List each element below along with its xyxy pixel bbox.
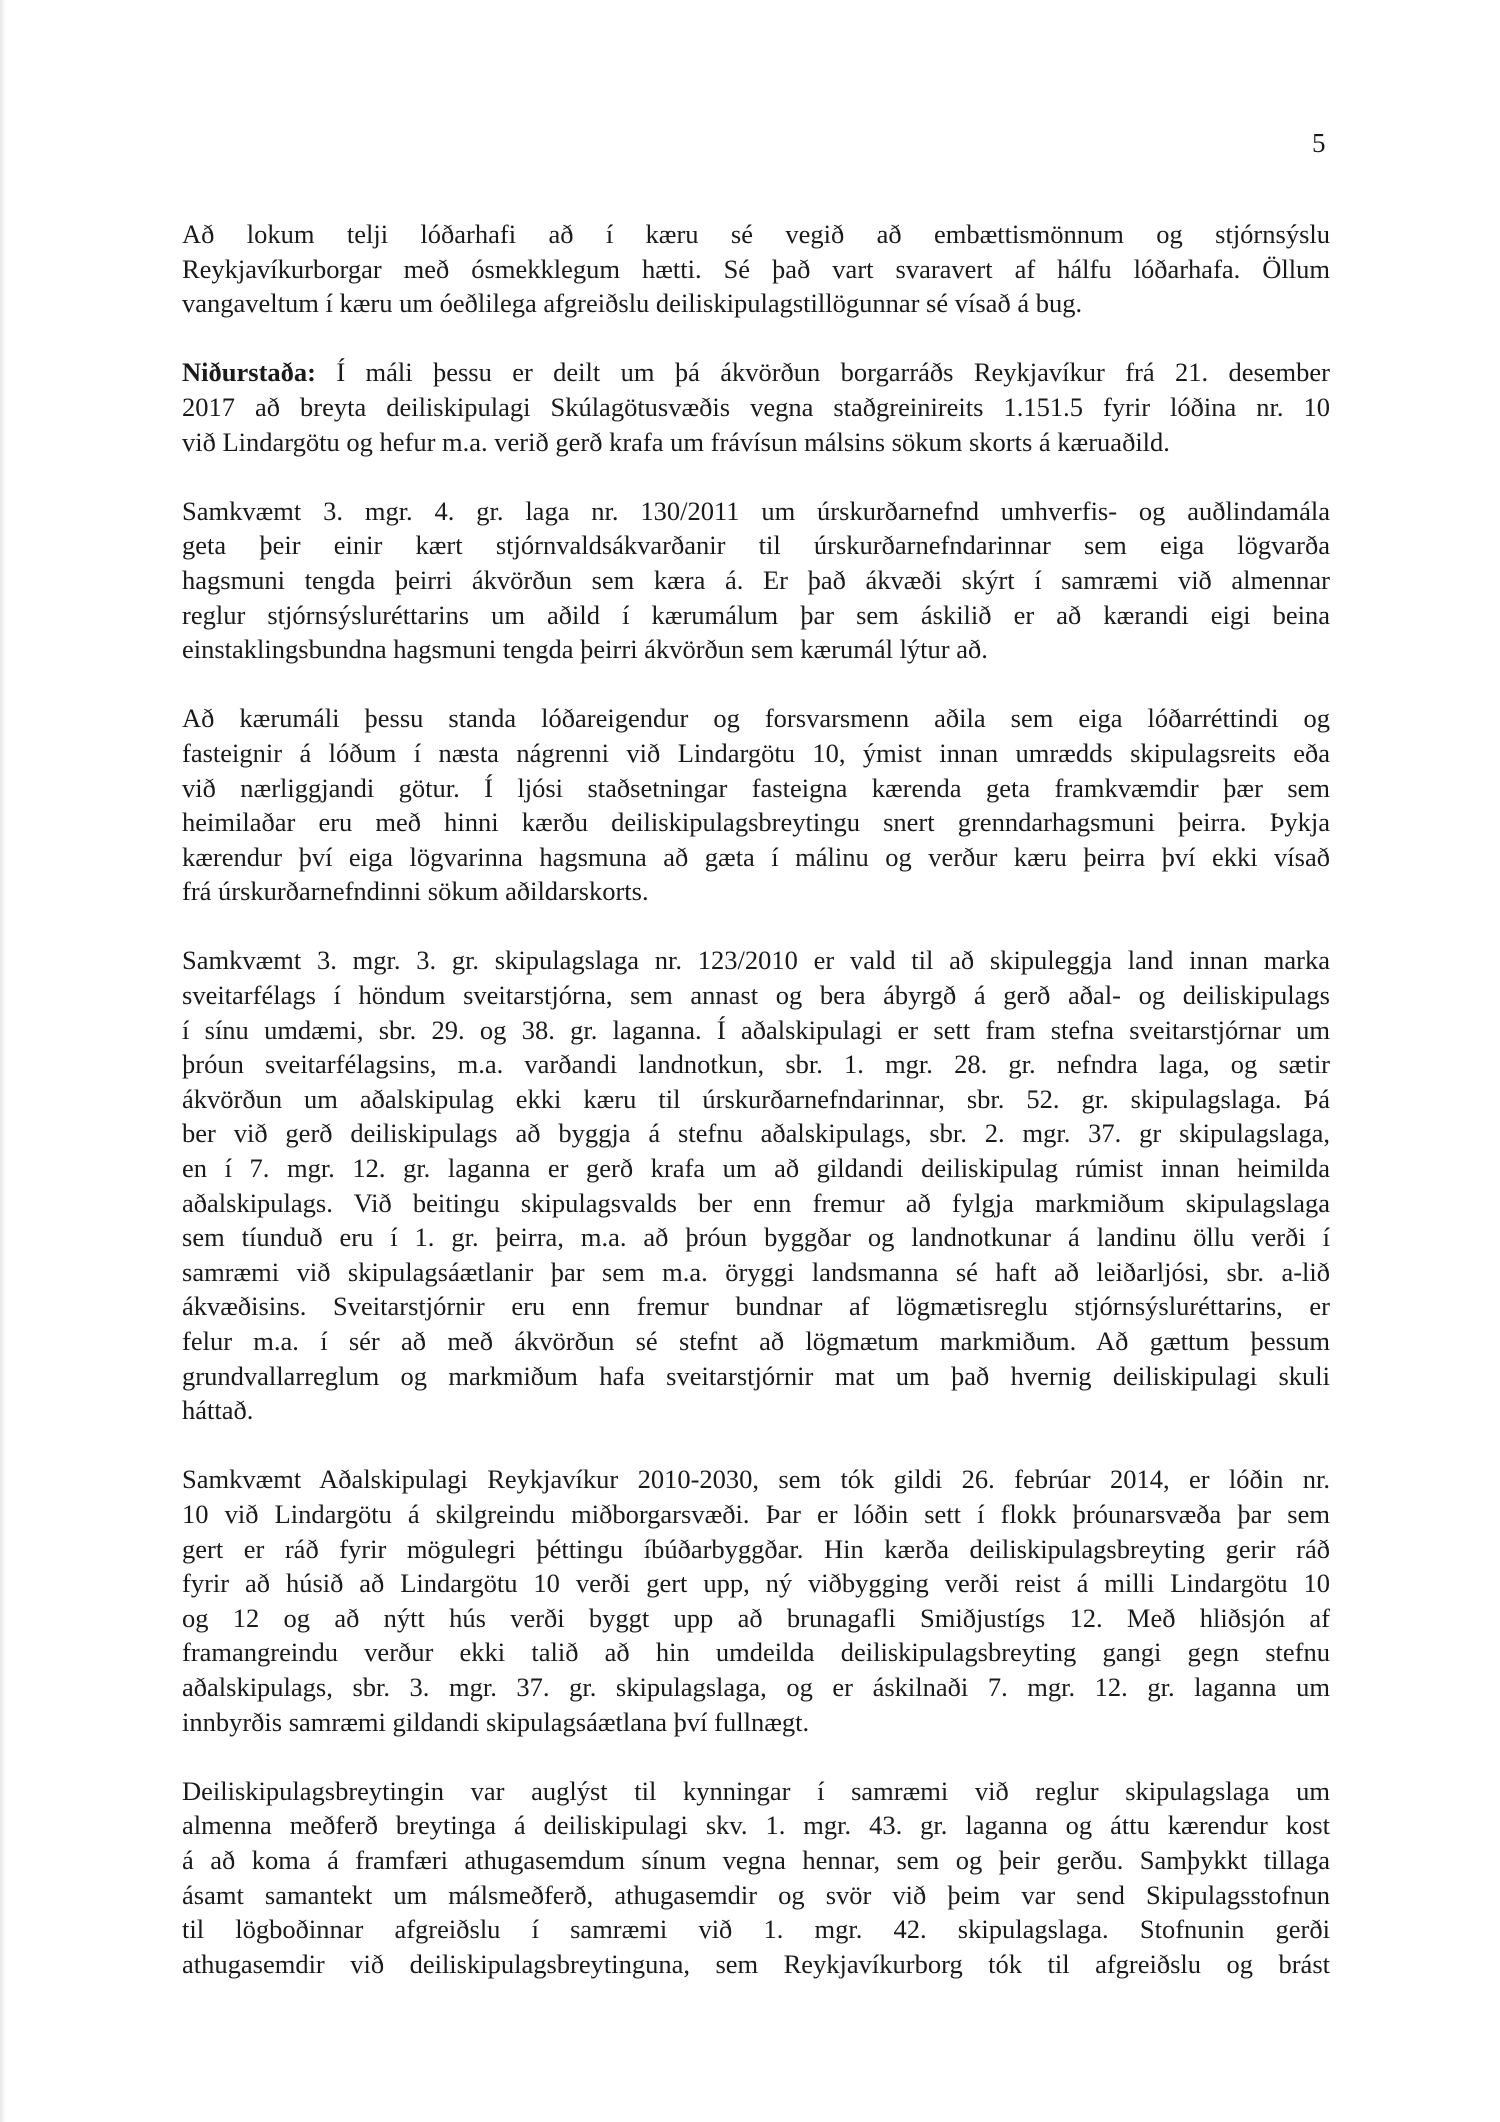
line-text: einstaklingsbundna hagsmuni tengda þeirri ákvörðun sem kærumál lýtur að. [182, 634, 988, 665]
text-line [182, 1116, 1330, 1151]
line-text: Deiliskipulagsbreytingin var auglýst til kynningar í samræmi við reglur skipulagslaga um [182, 1775, 1330, 1806]
line-text: ber við gerð deiliskipulags að byggja á stefnu aðalskipulags, sbr. 2. mgr. 37. gr skipulagslaga, [182, 1118, 1330, 1149]
text-line [182, 252, 1330, 287]
section-heading: Niðurstaða: [182, 357, 316, 388]
text-line [182, 1359, 1330, 1394]
text-line [182, 1220, 1330, 1255]
line-text: gert er ráð fyrir mögulegri þéttingu íbúðarbyggðar. Hin kærða deiliskipulagsbreyting gerir ráð [182, 1533, 1330, 1564]
text-line [182, 1047, 1330, 1082]
line-text: hagsmuni tengda þeirri ákvörðun sem kæra á. Er það ákvæði skýrt í samræmi við almennar [182, 564, 1330, 595]
line-text: til lögboðinnar afgreiðslu í samræmi við 1. mgr. 42. skipulagslaga. Stofnunin gerði [182, 1914, 1330, 1945]
text-line [182, 1635, 1330, 1670]
text-line [182, 286, 1330, 321]
line-text: athugasemdir við deiliskipulagsbreytinguna, sem Reykjavíkurborg tók til afgreiðslu og brást [182, 1948, 1330, 1979]
page-number: 5 [1312, 128, 1326, 158]
line-text: í sínu umdæmi, sbr. 29. og 38. gr. laganna. Í aðalskipulagi er sett fram stefna sveitarstjórnar um [182, 1014, 1330, 1045]
text-line [182, 1947, 1330, 1982]
scan-edge [0, 0, 6, 2122]
line-text: ákvörðun um aðalskipulag ekki kæru til úrskurðarnefndarinnar, sbr. 52. gr. skipulagslaga. Þá [182, 1083, 1330, 1114]
text-line [182, 1705, 1330, 1740]
line-text: á að koma á framfæri athugasemdum sínum vegna hennar, sem og þeir gerðu. Samþykkt tillaga [182, 1844, 1330, 1875]
text-line [182, 563, 1330, 598]
text-line [182, 1497, 1330, 1532]
text-line [182, 1151, 1330, 1186]
line-text: fasteignir á lóðum í næsta nágrenni við Lindargötu 10, ýmist innan umrædds skipulagsreits eða [182, 737, 1330, 768]
line-text: 10 við Lindargötu á skilgreindu miðborgarsvæði. Þar er lóðin sett í flokk þróunarsvæða þar sem [182, 1498, 1330, 1529]
line-text: grundvallarreglum og markmiðum hafa sveitarstjórnir mat um það hvernig deiliskipulagi skuli [182, 1360, 1330, 1391]
text-line [182, 1670, 1330, 1705]
text-line [182, 355, 1330, 390]
line-text: háttað. [182, 1395, 254, 1426]
line-text: aðalskipulags, sbr. 3. mgr. 37. gr. skipulagslaga, og er áskilnaði 7. mgr. 12. gr. laganna um [182, 1671, 1330, 1702]
paragraph [182, 1462, 1330, 1739]
text-line [182, 1255, 1330, 1290]
line-text: fyrir að húsið að Lindargötu 10 verði gert upp, ný viðbygging verði reist á milli Lindargötu 10 [182, 1568, 1330, 1599]
line-text: Samkvæmt 3. mgr. 3. gr. skipulagslaga nr. 123/2010 er vald til að skipuleggja land innan marka [182, 945, 1330, 976]
text-line [182, 771, 1330, 806]
document-body [182, 217, 1330, 2016]
text-line [182, 701, 1330, 736]
line-text: reglur stjórnsýsluréttarins um aðild í kærumálum þar sem áskilið er að kærandi eigi beina [182, 599, 1330, 630]
text-line [182, 425, 1330, 460]
line-text: samræmi við skipulagsáætlanir þar sem m.a. öryggi landsmanna sé haft að leiðarljósi, sbr. a-lið [182, 1256, 1330, 1287]
paragraph [182, 701, 1330, 909]
paragraph [182, 943, 1330, 1427]
text-line [182, 1532, 1330, 1567]
text-line [182, 736, 1330, 771]
line-text: sem tíunduð eru í 1. gr. þeirra, m.a. að þróun byggðar og landnotkunar á landinu öllu verði í [182, 1222, 1330, 1253]
line-text: ákvæðisins. Sveitarstjórnir eru enn fremur bundnar af lögmætisreglu stjórnsýsluréttarins, er [182, 1291, 1330, 1322]
text-line [182, 598, 1330, 633]
line-text: innbyrðis samræmi gildandi skipulagsáætlana því fullnægt. [182, 1706, 810, 1737]
text-line [182, 840, 1330, 875]
line-text: en í 7. mgr. 12. gr. laganna er gerð krafa um að gildandi deiliskipulag rúmist innan heimilda [182, 1153, 1330, 1184]
text-line [182, 1462, 1330, 1497]
text-line [182, 978, 1330, 1013]
line-text: geta þeir einir kært stjórnvaldsákvarðanir til úrskurðarnefndarinnar sem eiga lögvarða [182, 530, 1330, 561]
line-text: Að lokum telji lóðarhafi að í kæru sé vegið að embættismönnum og stjórnsýslu [182, 219, 1330, 249]
line-text: við Lindargötu og hefur m.a. verið gerð krafa um frávísun málsins sökum skorts á kæruaðild. [182, 426, 1170, 457]
line-text: við nærliggjandi götur. Í ljósi staðsetningar fasteigna kærenda geta framkvæmdir þær sem [182, 772, 1330, 803]
line-text: sveitarfélags í höndum sveitarstjórna, sem annast og bera ábyrgð á gerð aðal- og deiliskipulags [182, 980, 1330, 1011]
text-line [182, 390, 1330, 425]
text-line [182, 632, 1330, 667]
text-line [182, 528, 1330, 563]
text-line [182, 1324, 1330, 1359]
text-line [182, 1601, 1330, 1636]
line-text: frá úrskurðarnefndinni sökum aðildarskorts. [182, 876, 649, 907]
text-line [182, 1289, 1330, 1324]
line-text: vangaveltum í kæru um óeðlilega afgreiðslu deiliskipulagstillögunnar sé vísað á bug. [182, 288, 1083, 319]
text-line [182, 494, 1330, 529]
text-line [182, 1013, 1330, 1048]
text-line [182, 874, 1330, 909]
line-text: Í máli þessu er deilt um þá ákvörðun borgarráðs Reykjavíkur frá 21. desember [315, 357, 1330, 388]
text-line [182, 1186, 1330, 1221]
line-text: Að kærumáli þessu standa lóðareigendur og forsvarsmenn aðila sem eiga lóðarréttindi og [182, 703, 1330, 734]
line-text: aðalskipulags. Við beitingu skipulagsvalds ber enn fremur að fylgja markmiðum skipulagslaga [182, 1187, 1330, 1218]
line-text: og 12 og að nýtt hús verði byggt upp að brunagafli Smiðjustígs 12. Með hliðsjón af [182, 1602, 1330, 1633]
text-line [182, 1774, 1330, 1809]
text-line [182, 1566, 1330, 1601]
line-text: þróun sveitarfélagsins, m.a. varðandi landnotkun, sbr. 1. mgr. 28. gr. nefndra laga, og sætir [182, 1049, 1330, 1080]
line-text: Reykjavíkurborgar með ósmekklegum hætti. Sé það vart svaravert af hálfu lóðarhafa. Öllum [182, 253, 1330, 284]
text-line [182, 217, 1330, 252]
text-line [182, 1082, 1330, 1117]
line-text: framangreindu verður ekki talið að hin umdeilda deiliskipulagsbreyting gangi gegn stefnu [182, 1637, 1330, 1668]
text-line [182, 1843, 1330, 1878]
text-line [182, 805, 1330, 840]
text-line [182, 943, 1330, 978]
paragraph [182, 1774, 1330, 1982]
text-line [182, 1393, 1330, 1428]
line-text: heimilaðar eru með hinni kærðu deiliskipulagsbreytingu snert grenndarhagsmuni þeirra. Þykja [182, 807, 1330, 838]
line-text: 2017 að breyta deiliskipulagi Skúlagötusvæðis vegna staðgreinireits 1.151.5 fyrir lóðina nr. 10 [182, 391, 1330, 422]
text-line [182, 1912, 1330, 1947]
line-text: ásamt samantekt um málsmeðferð, athugasemdir og svör við þeim var send Skipulagsstofnun [182, 1879, 1330, 1910]
text-line [182, 1878, 1330, 1913]
line-text: felur m.a. í sér að með ákvörðun sé stefnt að lögmætum markmiðum. Að gættum þessum [182, 1326, 1330, 1356]
text-line [182, 1808, 1330, 1843]
line-text: Samkvæmt Aðalskipulagi Reykjavíkur 2010-2030, sem tók gildi 26. febrúar 2014, er lóðin nr. [182, 1464, 1330, 1495]
paragraph [182, 494, 1330, 667]
line-text: kærendur því eiga lögvarinna hagsmuna að gæta í málinu og verður kæru þeirra því ekki vísað [182, 841, 1330, 872]
paragraph [182, 217, 1330, 321]
paragraph [182, 355, 1330, 459]
line-text: almenna meðferð breytinga á deiliskipulagi skv. 1. mgr. 43. gr. laganna og áttu kærendur kost [182, 1810, 1330, 1841]
line-text: Samkvæmt 3. mgr. 4. gr. laga nr. 130/2011 um úrskurðarnefnd umhverfis- og auðlindamála [182, 495, 1330, 526]
